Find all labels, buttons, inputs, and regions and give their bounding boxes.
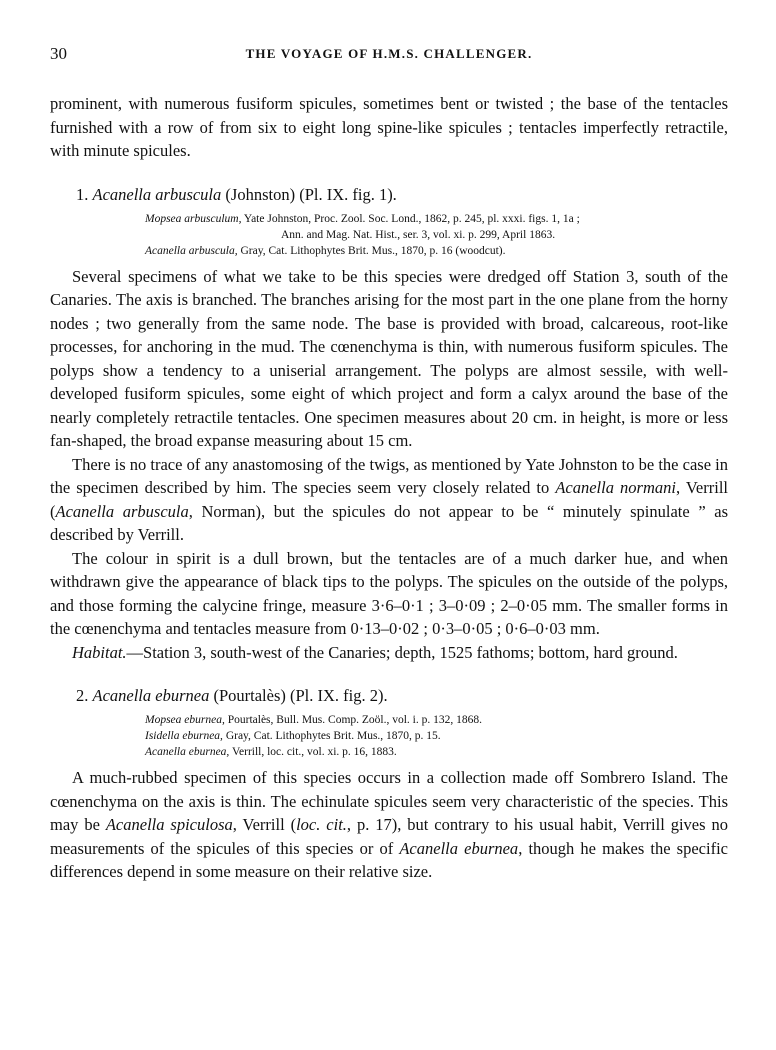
species-authority: (Johnston) (Pl. IX. fig. 1). xyxy=(225,184,397,204)
body-paragraph: A much-rubbed specimen of this species occurs in a collection made off Sombrero Island. The cœnenchyma on the axis is thin. The echinulate spicules seem very characteristic of the species. This may be Acanella spiculosa, Verrill (loc. cit., p. 17), but contrary to his usual habit, Verrill gives no measurements of the spicules of this species or of Acanella eburnea, though he makes the specific differences depend in some measure on their relative size. xyxy=(50,768,728,881)
body-paragraph: Several specimens of what we take to be this species were dredged off Station 3, south of the Canaries. The axis is branched. The branches arising for the most part in the one plane from the horny nodes ; two generally from the same node. The base is provided with broad, calcareous, root-like processes, for anchoring in the mud. The cœnenchyma is thin, with numerous fusiform spicules. The polyps show a tendency to a uniserial arrangement. The polyps are almost sessile, with well-developed fusiform spicules, some eight of which project and form a calyx around the base of the nearly completely retractile tentacles. One specimen measures about 20 cm. in height, is more or less fan-shaped, the broad expanse measuring about 15 cm. xyxy=(50,266,728,450)
synonym-reference: Acanella eburnea, Verrill, loc. cit., vol. xi. p. 16, 1883. xyxy=(145,746,397,758)
page-header xyxy=(50,44,728,74)
species-name: Acanella arbuscula xyxy=(92,184,222,204)
synonym-reference: Mopsea arbusculum, Yate Johnston, Proc. Zool. Soc. Lond., 1862, p. 245, pl. xxxi. figs. 1, 1a ; xyxy=(145,212,580,225)
species-authority: (Pourtalès) (Pl. IX. fig. 2). xyxy=(213,686,388,705)
synonym-reference: Mopsea eburnea, Pourtalès, Bull. Mus. Comp. Zoöl., vol. i. p. 132, 1868. xyxy=(145,714,483,726)
species-heading-1 xyxy=(76,183,728,207)
synonym-reference: Acanella arbuscula, Gray, Cat. Lithophytes Brit. Mus., 1870, p. 16 (woodcut). xyxy=(145,244,506,257)
synonym-reference: Ann. and Mag. Nat. Hist., ser. 3, vol. xi. p. 299, April 1863. xyxy=(281,228,556,241)
body-paragraph: There is no trace of any anastomosing of the twigs, as mentioned by Yate Johnston to be the case in the specimen described by him. The species seem very closely related to Acanella normani, Verrill (Acanella arbuscula, Norman), but the spicules do not appear to be “ minutely spinulate ” as described by Verrill. xyxy=(50,454,728,544)
habitat-label: Habitat. xyxy=(72,642,127,662)
synonymy-block-1 xyxy=(50,211,728,259)
habitat-paragraph: Habitat.—Station 3, south-west of the Canaries; depth, 1525 fathoms; bottom, hard ground. xyxy=(72,642,678,662)
running-title: THE VOYAGE OF H.M.S. CHALLENGER. xyxy=(245,46,533,61)
species-number: 1. xyxy=(76,184,89,204)
page-number: 30 xyxy=(50,44,67,63)
synonymy-block-2 xyxy=(50,712,728,760)
intro-paragraph: prominent, with numerous fusiform spicules, sometimes bent or twisted ; the base of the tentacles furnished with a row of from six to eight long spine-like spicules ; tentacles imperfectly retractile, with minute spicules. xyxy=(50,94,728,160)
body-paragraph: The colour in spirit is a dull brown, but the tentacles are of a much darker hue, and when withdrawn give the appearance of black tips to the polyps. The spicules on the outside of the polyps, and those forming the calycine fringe, measure 3·6–0·1 ; 3–0·09 ; 2–0·05 mm. The smaller forms in the cœnenchyma and tentacles measure from 0·13–0·02 ; 0·3–0·05 ; 0·6–0·03 mm. xyxy=(50,548,728,638)
species-number: 2. xyxy=(76,686,89,705)
synonym-reference: Isidella eburnea, Gray, Cat. Lithophytes Brit. Mus., 1870, p. 15. xyxy=(145,730,441,742)
species-heading-2 xyxy=(76,684,728,708)
species-name: Acanella eburnea xyxy=(92,686,210,705)
